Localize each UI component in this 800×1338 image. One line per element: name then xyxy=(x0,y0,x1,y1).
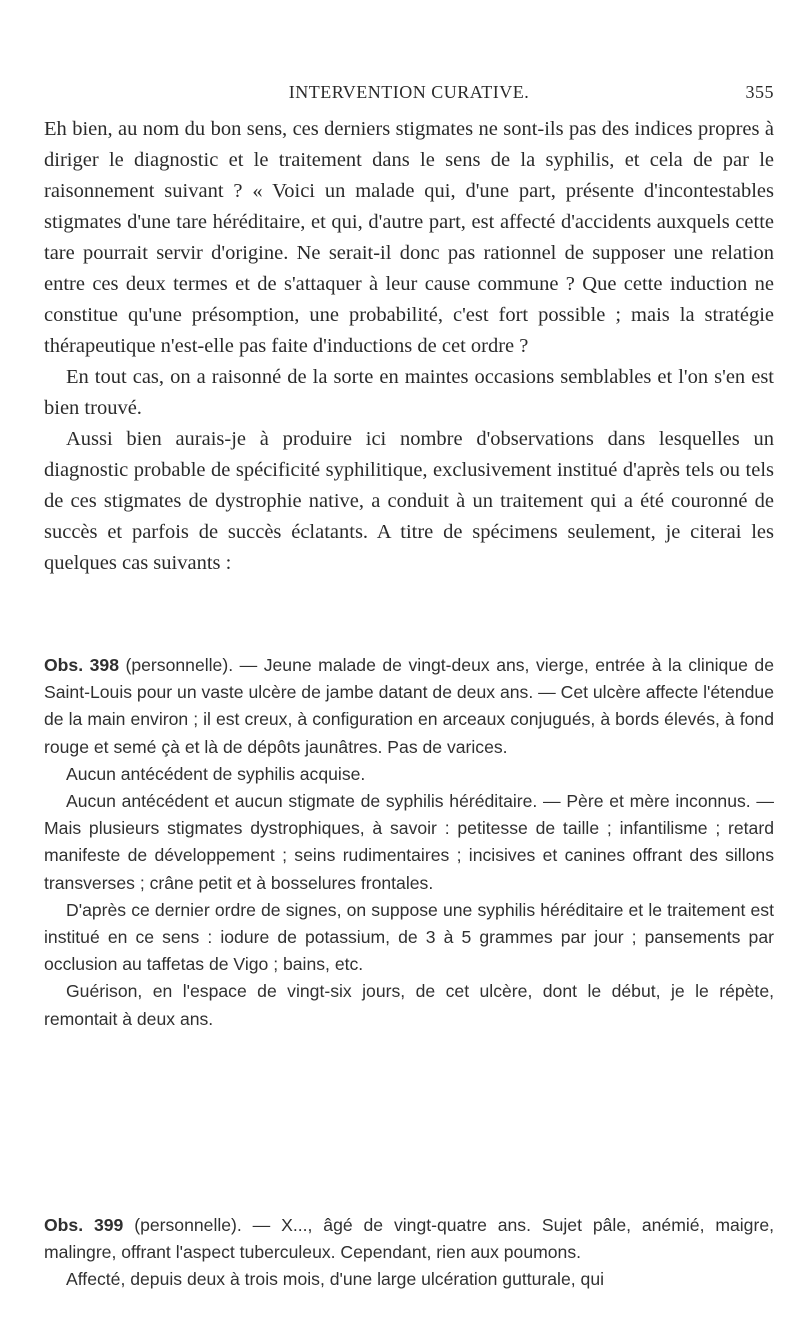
paragraph: D'après ce dernier ordre de signes, on suppose une syphilis héréditaire et le traitement est institué en ce sens : iodure de potassium, de 3 à 5 grammes par jour ; pansements par occlusion au taffetas de Vigo ; bains, etc. xyxy=(44,899,774,975)
observation-intro xyxy=(44,652,774,761)
paragraph: Aussi bien aurais-je à produire ici nombre d'observations dans lesquelles un diagnostic probable de spécificité syphilitique, exclusivement institué d'après tels ou tels de ces stigmates de dystrophie native, a conduit à un traitement qui a été couronné de succès et parfois de succès éclatants. A titre de spécimens seulement, je citerai les quelques cas suivants : xyxy=(44,428,774,574)
page-number: 355 xyxy=(745,82,774,102)
running-head xyxy=(44,82,774,110)
observation-label: Obs. 398 xyxy=(44,655,119,675)
paragraph: Guérison, en l'espace de vingt-six jours, de cet ulcère, dont le début, je le répète, remontait à deux ans. xyxy=(44,981,774,1029)
observation-intro-text: (personnelle). — Jeune malade de vingt-deux ans, vierge, entrée à la clinique de Saint-Louis pour un vaste ulcère de jambe datant de deux ans. — Cet ulcère affecte l'étendue de la main environ ; il est creux, à configuration en arceaux conjugués, à bords élevés, à fond rouge et semé çà et là de dépôts jaunâtres. Pas de varices. xyxy=(44,655,774,757)
observation-intro-text: (personnelle). — X..., âgé de vingt-quatre ans. Sujet pâle, anémié, maigre, malingre, offrant l'aspect tuberculeux. Cependant, rien aux poumons. xyxy=(44,1215,774,1263)
paragraph: Eh bien, au nom du bon sens, ces derniers stigmates ne sont-ils pas des indices propres à diriger le diagnostic et le traitement dans le sens de la syphilis, et cela de par le raisonnement suivant ? « Voici un malade qui, d'une part, présente d'incontestables stigmates d'une tare héréditaire, et qui, d'autre part, est affecté d'accidents auxquels cette tare pourrait servir d'origine. Ne serait-il donc pas rationnel de supposer une relation entre ces deux termes et de s'attaquer à leur cause commune ? Que cette induction ne constitue qu'une présomption, une probabilité, c'est fort possible ; mais la stratégie thérapeutique n'est-elle pas faite d'inductions de cet ordre ? xyxy=(44,118,774,357)
main-text xyxy=(44,114,774,579)
observation-399 xyxy=(44,1212,774,1294)
observation-intro xyxy=(44,1212,774,1266)
paragraph: En tout cas, on a raisonné de la sorte en maintes occasions semblables et l'on s'en est bien trouvé. xyxy=(44,366,774,419)
paragraph: Aucun antécédent de syphilis acquise. xyxy=(66,763,366,784)
observation-label: Obs. 399 xyxy=(44,1215,124,1235)
chapter-title: INTERVENTION CURATIVE. xyxy=(288,82,530,102)
paragraph: Aucun antécédent et aucun stigmate de syphilis héréditaire. — Père et mère inconnus. — Mais plusieurs stigmates dystrophiques, à savoir : petitesse de taille ; infantilisme ; retard manifeste de développement ; seins rudimentaires ; incisives et canines offrant des sillons transverses ; crâne petit et à bosselures frontales. xyxy=(44,791,774,893)
observation-398 xyxy=(44,652,774,1033)
paragraph: Affecté, depuis deux à trois mois, d'une large ulcération gutturale, qui xyxy=(66,1269,605,1290)
